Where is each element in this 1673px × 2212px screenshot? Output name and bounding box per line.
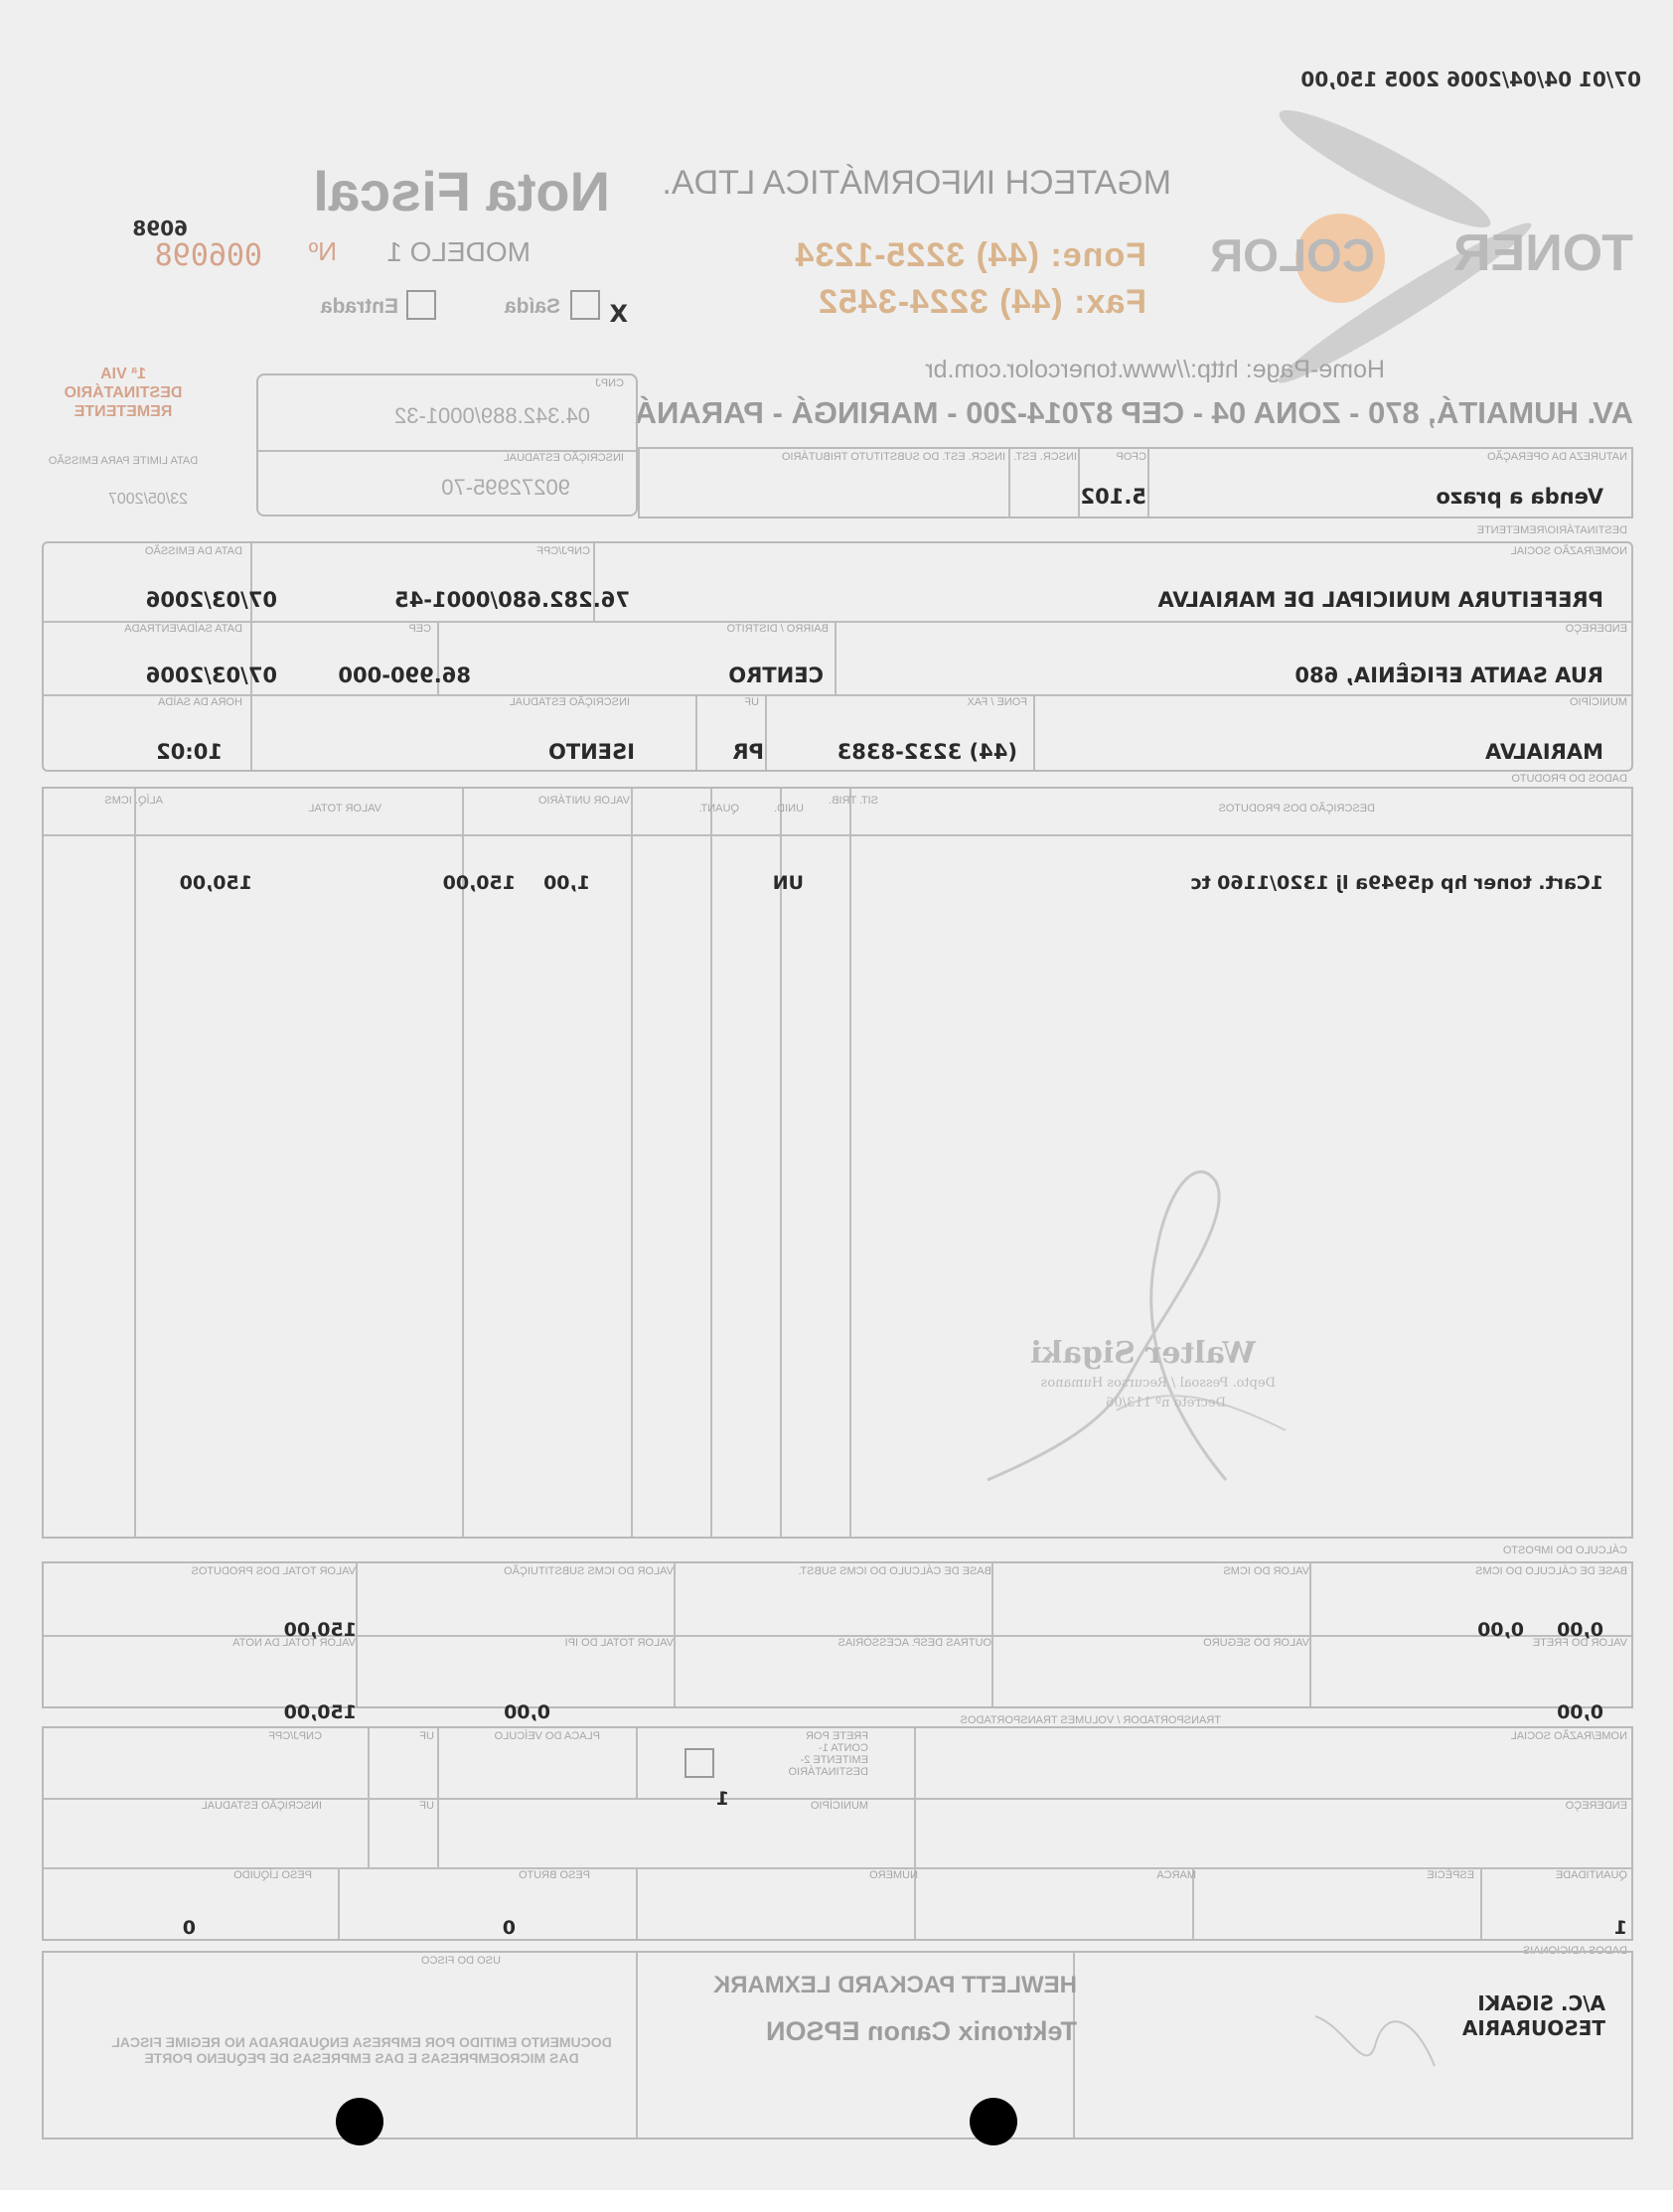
toner-color-logo [1206,139,1633,368]
especie-label: ESPÉCIE [1427,1869,1474,1881]
cfop-label: CFOP [1116,451,1146,463]
fisco-label: USO DO FISCO [420,1955,501,1967]
frete-value: 0,00 [1557,1701,1603,1723]
cnpj-emit-label: CNPJ [595,377,624,389]
dest-saida: 07/03/2006 [145,664,277,687]
signature-name: Walter Sigaki [1030,1336,1256,1371]
produtos-section: DADOS DO PRODUTO [1511,773,1627,785]
dest-cnpj-label: CNPJ/CPF [536,545,590,557]
total-produtos-value: 150,00 [283,1619,357,1641]
dest-cnpj: 76.282.680/0001-45 [394,588,630,612]
dest-cep: 86.990-000 [338,664,471,687]
valor-subst-label: VALOR DO ICMS SUBSTITUIÇÃO [504,1565,674,1577]
brand-logos-2: Tektronix Canon EPSON [765,2016,1077,2046]
top-line: 07/01 04/04/2006 2005 150,00 [1300,68,1641,91]
col-descricao: DESCRIÇÃO DOS PRODUTOS [1218,803,1375,814]
modelo: MODELO 1 [386,236,531,267]
valor-icms-value: 0,00 [1557,1619,1603,1641]
destinatario-box [42,541,1633,772]
col-unit: VALOR UNITÁRIO [537,795,630,807]
peso-bruto-value: 0 [502,1917,516,1939]
natureza-label: NATUREZA DA OPERAÇÃO [1487,451,1627,463]
col-unid: UNID. [774,803,804,814]
ac-line2: TESOURARIA [1461,2016,1605,2040]
ipi-value: 0,00 [504,1701,550,1723]
quantidade-label: QUANTIDADE [1555,1869,1627,1881]
total-nota-value: 150,00 [283,1701,357,1723]
transp-ie-label: INSCRIÇÃO ESTADUAL [201,1800,322,1812]
produtos-table [42,787,1633,1539]
ie-emit-label: INSCRIÇÃO ESTADUAL [503,452,624,464]
saida-label: Saída [504,295,560,318]
cnpj-emit-value: 04.342.889/0001-32 [394,403,590,428]
entrada-label: Entrada [320,295,398,318]
total-nota-label: VALOR TOTAL DA NOTA [232,1637,356,1649]
via-line3: REMETENTE [74,403,173,420]
dest-nome: PREFEITURA MUNICIPAL DE MARIALVA [1157,588,1603,612]
transp-placa-label: PLACA DO VEÍCULO [494,1730,600,1742]
doc-title: Nota Fiscal [313,160,610,222]
punch-hole-left [336,2098,383,2145]
row-unid: UN [772,872,804,894]
dest-emissao: 07/03/2006 [145,588,277,612]
transp-endereco-label: ENDEREÇO [1565,1800,1627,1812]
adicionais-section: DADOS ADICIONAIS [1522,1945,1627,1957]
imposto-section: CÁLCULO DO IMPOSTO [1502,1545,1627,1556]
row-total: 150,00 [179,872,252,894]
col-quant: QUANT. [698,803,739,814]
signature-stamp [938,1122,1315,1500]
transp-municipio-label: MUNICÍPIO [810,1800,868,1812]
frete-checkbox[interactable] [684,1748,714,1778]
row-unit: 150,00 [442,872,516,894]
dest-ie: ISENTO [547,740,635,764]
dest-uf-label: UF [744,696,759,708]
dest-fone: (44) 3232-8383 [836,740,1017,764]
fax: Fax: (44) 3224-3452 [818,283,1146,321]
row-quant: 1,00 [543,872,590,894]
logo-left-text: TONER [1452,224,1633,282]
numero-label: NÚMERO [869,1869,918,1881]
base-subst-label: BASE DE CÁLCULO DO ICMS SUBST. [798,1565,991,1577]
ipi-label: VALOR TOTAL DO IPI [564,1637,674,1649]
marca-label: MARCA [1156,1869,1196,1881]
dest-nome-label: NOME/RAZÃO SOCIAL [1510,545,1627,557]
dest-hora: 10:02 [156,740,223,764]
base-icms-value: 0,00 [1477,1619,1524,1641]
via-block [24,365,223,421]
cfop-value: 5.102 [1080,485,1146,509]
company-name: MGATECH INFORMÁTICA LTDA. [662,164,1171,202]
bottom-edge [0,2190,1673,2212]
invoice-number-small: 6098 [132,217,188,240]
entrada-checkbox[interactable] [406,290,436,320]
destinatario-section: DESTINATÁRIO/REMETENTE [1476,524,1627,536]
peso-liquido-value: 0 [182,1917,196,1939]
transp-uf2-label: UF [419,1800,434,1812]
dest-cep-label: CEP [408,623,431,635]
ac-line1: A/C. SIGAKI [1477,1991,1605,2015]
dest-endereco: RUA SANTA EFIGÊNIA, 680 [1294,664,1603,687]
row-descricao: 1Cart. toner hp q5949a lj 1320/1160 tc [1190,872,1603,894]
ie-label: INSCR. EST. [1013,451,1077,463]
col-total: VALOR TOTAL [308,803,381,814]
number-prefix: Nº [308,236,337,266]
signature-role: Depto. Pessoal / Recursos Humanos [1040,1376,1276,1391]
transp-nome-label: NOME/RAZÃO SOCIAL [1510,1730,1627,1742]
simples-note: DOCUMENTO EMITIDO POR EMPRESA ENQUADRADA NO REGIME FISCAL DAS MICROEMPRESAS E DAS EMPRESAS DE PEQUENO PORTE [111,2034,612,2066]
limite-value: 23/05/2007 [107,491,188,508]
brand-logos-1: HEWLETT PACKARD LEXMARK [712,1972,1077,1998]
signature-id: Decreto nº 113/06 [1106,1396,1226,1410]
transp-uf-label: UF [419,1730,434,1742]
dest-saida-label: DATA SAÍDA/ENTRADA [124,623,242,635]
transp-cnpj-label: CNPJ/CPF [268,1730,322,1742]
dest-endereco-label: ENDEREÇO [1565,623,1627,635]
transp-frete-value: 1 [715,1788,729,1810]
phone: Fone: (44) 3225-1234 [794,236,1146,274]
dest-uf: PR [732,740,764,764]
dest-municipio: MARIALVA [1485,740,1603,764]
via-line1: 1ª VIA [100,366,146,382]
outras-label: OUTRAS DESP. ACESSÓRIAS [837,1637,991,1649]
limite-label: DATA LIMITE PARA EMISSÃO [48,455,199,467]
ie-subst-label: INSCR. EST. DO SUBSTITUTO TRIBUTÁRIO [781,451,1005,463]
imposto-box [42,1561,1633,1708]
peso-bruto-label: PESO BRUTO [519,1869,590,1881]
base-icms-label: BASE DE CÁLCULO DO ICMS [1475,1565,1627,1577]
dest-emissao-label: DATA DA EMISSÃO [144,545,242,557]
col-aliq: ALÍQ. ICMS [104,795,163,807]
peso-liquido-label: PESO LÍQUIDO [233,1869,312,1881]
dest-fone-label: FONE / FAX [967,696,1027,708]
saida-checkbox[interactable] [570,290,600,320]
transp-frete-label: FRETE POR CONTA 1-EMITENTE 2-DESTINATÁRIO [788,1730,868,1778]
dest-bairro-label: BAIRRO / DISTRITO [726,623,829,635]
seguro-label: VALOR DO SEGURO [1203,1637,1309,1649]
total-produtos-label: VALOR TOTAL DOS PRODUTOS [191,1565,356,1577]
quantidade-value: 1 [1613,1917,1627,1939]
frete-label: VALOR DO FRETE [1532,1637,1627,1649]
saida-mark: X [609,300,628,328]
dest-ie-label: INSCRIÇÃO ESTADUAL [509,696,630,708]
dest-municipio-label: MUNICÍPIO [1569,696,1627,708]
logo-right-text: COLOR [1209,229,1375,281]
signature-scribble [938,1122,1315,1500]
dest-hora-label: HORA DA SAÍDA [158,696,242,708]
dest-bairro: CENTRO [728,664,824,687]
initials-scribble [1305,1996,1445,2086]
invoice-number: 006098 [154,238,262,273]
punch-hole-right [970,2098,1017,2145]
col-sit: SIT. TRIB. [829,795,878,807]
homepage: Home-Page: http://www.tonercolor.com.br [925,356,1385,383]
natureza-value: Venda a prazo [1436,485,1603,509]
ie-emit-value: 90272995-70 [441,475,570,500]
via-line2: DESTINATÁRIO [64,384,183,401]
company-address: AV. HUMAITÁ, 870 - ZONA 04 - CEP 87014-200 - MARINGÁ - PARANÁ [634,395,1633,430]
valor-icms-label: VALOR DO ICMS [1223,1565,1309,1577]
transportador-section: TRANSPORTADOR / VOLUMES TRANSPORTADOS [960,1714,1221,1726]
